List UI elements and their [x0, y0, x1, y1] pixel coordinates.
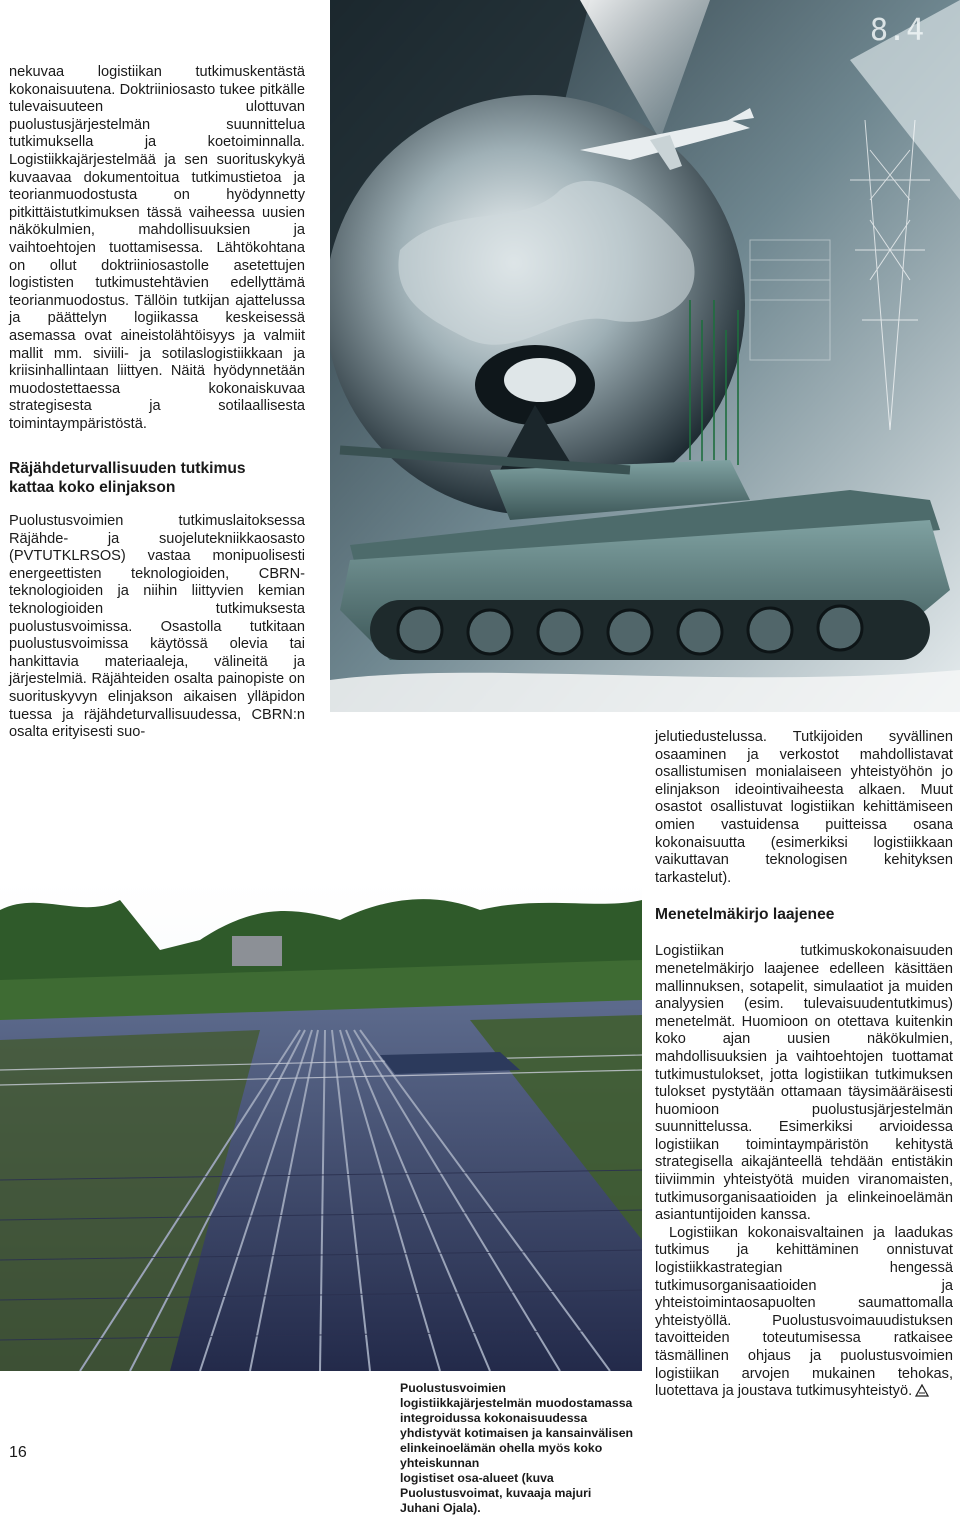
- body-paragraph: jelutiedustelussa. Tutkijoiden syvällinen osaaminen ja verkostot mahdollistavat osallistumisen monialaiseen yhteistyöhön jo elinjakson ideointivaiheesta alkaen. Muut osastot osallistuvat logistiikan kehittämiseen omien vastuidensa puitteissa osana kokonaisuutta (esimerkiksi logistiikkaan vaikuttavan teknologisen kehityksen tarkastelut).: [655, 729, 953, 886]
- text-column-right: [655, 729, 953, 1401]
- body-paragraph: [655, 1225, 953, 1401]
- body-paragraph: Logistiikan tutkimuskokonaisuuden menetelmäkirjo laajenee edelleen käsittäen mallinnuksen, sotapelit, simulaatiot ja muiden analyysien (esim. tulevaisuudentutkimus) menetelmät. Huomioon on otettava kuitenkin koko ajan uusien näkökulmien, mahdollisuuksien ja vaihtoehtojen tuottamat tutkimustulokset, jotta logistiikan tutkimuksen tulokset pystytään ottamaan täysimääräisesti huomioon puolustusjärjestelmän suunnittelussa. Esimerkiksi arvioidessa logistiikan toimintaympäristön kehitystä strategisella aikajänteellä tehdään entistäkin tiiviimmin yhteistyötä muiden viranomaisten, tutkimusorganisaatioiden ja elinkeinoelämän asiantuntijoiden kanssa.: [655, 943, 953, 1224]
- caption-line: yhdistyvät kotimaisen ja kansainvälisen elinkeinoelämän ohella myös koko yhteiskunnan: [400, 1426, 634, 1470]
- end-of-article-icon: [915, 1384, 929, 1397]
- heading-line: Räjähdeturvallisuuden tutkimus: [9, 460, 246, 477]
- body-paragraph: Puolustusvoimien tutkimuslaitoksessa Räjähde- ja suojelutekniikkaosasto (PVTUTKLRSOS) vastaa monipuolisesti energeettisten teknologioiden, CBRN-teknologioiden ja niihin liittyvien kemian teknologioiden tutkimuksesta puolustusvoimissa. Osastolla tutkitaan puolustusvoimissa käytössä olevia tai hankittavia materiaaleja, välineitä ja järjestelmiä. Räjähteiden osalta painopiste on suorituskyvyn elinjakson aikaisen ylläpidon tuessa ja räjähdeturvallisuudessa, CBRN:n osalta erityisesti suo-: [9, 513, 305, 741]
- caption-line: Puolustusvoimien logistiikkajärjestelmän muodostamassa integroidussa kokonaisuudessa: [400, 1381, 633, 1425]
- military-collage-image: [330, 0, 960, 712]
- railway-yard-photo: [0, 880, 642, 1371]
- page-number: 16: [9, 1444, 27, 1461]
- section-heading-explosives: [9, 459, 309, 497]
- body-paragraph-text: Logistiikan kokonaisvaltainen ja laadukas tutkimus ja kehittäminen onnistuvat logistiikkastrategian hengessä tutkimusorganisaatioiden ja yhteistoimintaosapuolten saumattomalla yhteistyöllä. Puolustusvoimauudistuksen tavoitteiden toteutumisessa ratkaisee täsmällinen ohjaus ja puolustusvoimien logistiikan arvojen mukainen tehokas, luotettava ja joustava tutkimusyhteistyö.: [655, 1224, 953, 1400]
- text-column-left-top: [9, 64, 305, 433]
- photo-caption: [400, 1381, 634, 1516]
- body-paragraph: nekuvaa logistiikan tutkimuskentästä kokonaisuutena. Doktriiniosasto tukee pitkälle tulevaisuuteen ulottuvan puolustusjärjestelmän suunnittelua tutkimuksella ja koetoiminnalla. Logistiikkajärjestelmää ja sen suorituskykyä kuvaavaa dokumentoitua tutkimustietoa ja teorianmuodostusta on hyödynnetty pitkittäistutkimuksen tässä vaiheessa uusien näkökulmien, mahdollisuuksien ja vaihtoehtojen tuottamisessa. Lähtökohtana on ollut doktriiniosastolle asetettujen logististen tutkimustehtävien edellyttämä teorianmuodostus. Tällöin tutkijan ajattelussa ja päättelyn logiikassa keskeisessä asemassa ovat aineistolähtöisyys ja valmiit mallit mm. siviili- ja sotilaslogistiikkaan ja kriisinhallintaan liittyen. Näitä hyödynnetään muodostettaessa kokonaiskuvaa strategisesta ja sotilaallisesta toimintaympäristöstä.: [9, 64, 305, 432]
- text-column-left-mid: [9, 513, 305, 742]
- collage-digits: 8.4: [870, 13, 925, 48]
- caption-line: logistiset osa-alueet (kuva Puolustusvoimat, kuvaaja majuri Juhani Ojala).: [400, 1471, 592, 1515]
- heading-line: kattaa koko elinjakson: [9, 479, 176, 496]
- section-heading-methods: Menetelmäkirjo laajenee: [655, 906, 835, 924]
